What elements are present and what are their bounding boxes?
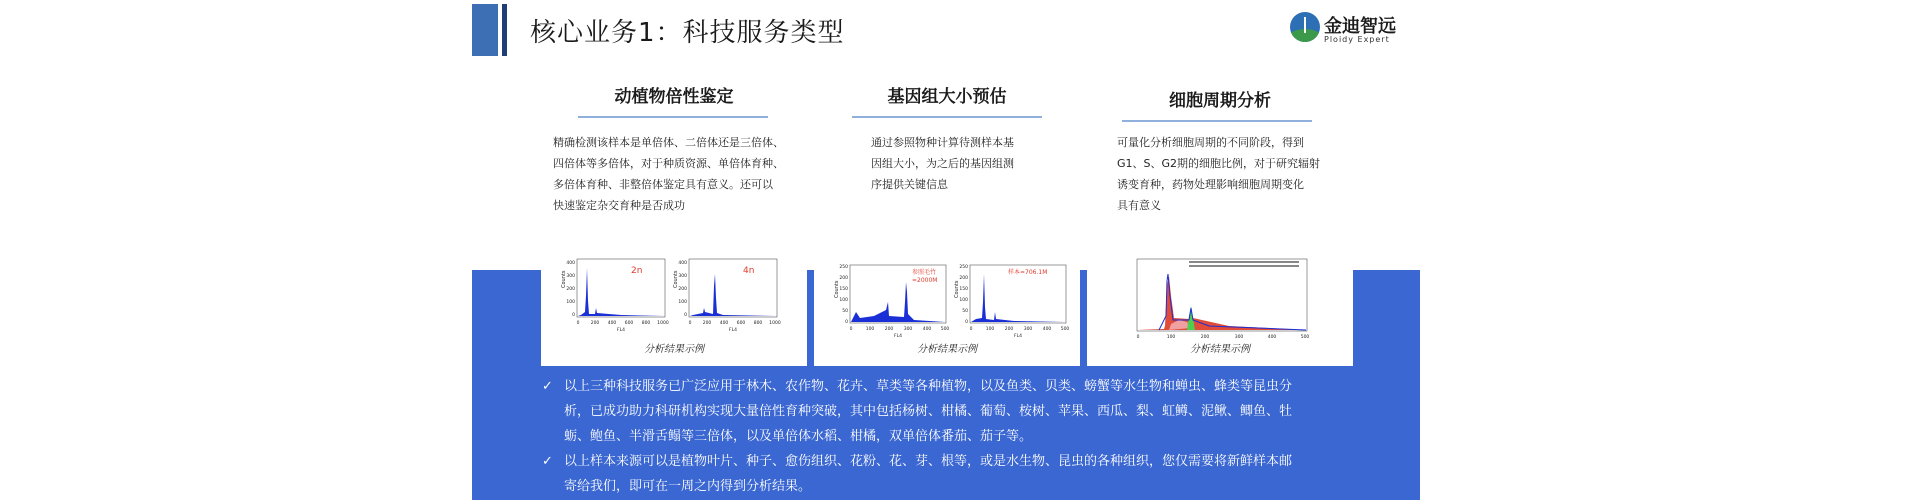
card-title: 动植物倍性鉴定: [614, 87, 734, 107]
cell-cycle-histogram: [1129, 256, 1314, 342]
svg-text:0: 0: [684, 313, 687, 318]
bullet-item: ✓ 以上三种科技服务已广泛应用于林木、农作物、花卉、草类等各种植物，以及鱼类、贝类、螃蟹等水生物和蝉虫、蜂类等昆虫分 析，已成功助力科研机构实现大量倍性育种突破，其中包括杨树、柑橘、葡萄、桉树、苹果、西瓜、梨、虹鳟、泥鳅、鲫鱼、牡 蛎、鲍鱼、半滑舌鳎等三倍体，以及单倍体水稻、柑橘，双单倍体番茄、茄子等。: [542, 374, 1322, 449]
svg-text:400: 400: [678, 261, 687, 266]
svg-text:0: 0: [576, 321, 580, 326]
svg-text:400: 400: [1267, 335, 1277, 340]
page-title: 核心业务1：科技服务类型: [530, 18, 845, 48]
card-description: 可量化分析细胞周期的不同阶段，得到 G1、S、G2期的细胞比例，对于研究辐射 诱变育种，药物处理影响细胞周期变化 具有意义: [1117, 136, 1321, 212]
svg-text:0: 0: [688, 321, 692, 326]
svg-text:400: 400: [719, 321, 729, 326]
card-divider: [1122, 120, 1312, 122]
chart-caption: 分析结果示例: [644, 344, 704, 355]
svg-text:200: 200: [884, 327, 894, 332]
svg-text:200: 200: [1200, 335, 1210, 340]
svg-text:100: 100: [566, 300, 575, 305]
svg-text:800: 800: [753, 321, 763, 326]
svg-text:100: 100: [839, 298, 848, 303]
svg-text:100: 100: [678, 300, 687, 305]
svg-text:200: 200: [590, 321, 600, 326]
card-title: 细胞周期分析: [1169, 91, 1271, 111]
svg-text:100: 100: [985, 327, 995, 332]
logo-emblem-icon: [1290, 12, 1320, 42]
svg-text:600: 600: [736, 321, 746, 326]
svg-text:500: 500: [940, 327, 950, 332]
bullet-item: ✓ 以上样本来源可以是植物叶片、种子、愈伤组织、花粉、花、芽、根等，或是水生物、昆虫的各种组织，您仅需要将新鲜样本邮 寄给我们，即可在一周之内得到分析结果。: [542, 449, 1322, 499]
histogram-4n: [673, 259, 781, 333]
svg-text:1000: 1000: [657, 321, 669, 326]
svg-text:300: 300: [903, 327, 913, 332]
card-title: 基因组大小预估: [887, 87, 1007, 107]
histogram-reference-area: [851, 282, 945, 322]
svg-text:800: 800: [641, 321, 651, 326]
svg-text:Counts: Counts: [954, 280, 960, 298]
svg-text:Counts: Counts: [834, 280, 840, 298]
blue-background-curve: [1347, 270, 1420, 420]
svg-text:200: 200: [566, 287, 575, 292]
svg-text:400: 400: [566, 261, 575, 266]
svg-text:100: 100: [959, 298, 968, 303]
svg-text:50: 50: [962, 309, 968, 314]
chart-caption: 分析结果示例: [1190, 344, 1250, 355]
bullet-list: [542, 374, 1322, 499]
svg-text:300: 300: [678, 274, 687, 279]
card-divider: [578, 116, 768, 118]
svg-text:样本=706.1M: 样本=706.1M: [1008, 269, 1048, 276]
svg-text:300: 300: [566, 274, 575, 279]
logo-english-name: Ploidy Expert: [1324, 35, 1390, 44]
svg-text:600: 600: [624, 321, 634, 326]
genome-size-histograms: [834, 262, 1074, 342]
card-ploidy: [541, 76, 807, 366]
svg-text:FL4: FL4: [894, 334, 902, 339]
svg-text:50: 50: [842, 309, 848, 314]
svg-text:150: 150: [959, 287, 968, 292]
svg-text:300: 300: [1234, 335, 1244, 340]
svg-text:=2000M: =2000M: [912, 277, 938, 284]
svg-text:1000: 1000: [769, 321, 781, 326]
svg-text:FL4: FL4: [1014, 334, 1022, 339]
svg-text:400: 400: [1042, 327, 1052, 332]
card-description: 精确检测该样本是单倍体、二倍体还是三倍体、 四倍体等多倍体，对于种质资源、单倍体育种、 多倍体育种、非整倍体鉴定具有意义。还可以 快速鉴定杂交育种是否成功: [553, 136, 784, 212]
svg-text:400: 400: [922, 327, 932, 332]
svg-text:200: 200: [959, 276, 968, 281]
histogram-sample-area: [971, 274, 1065, 322]
x-axis-label: FL4: [617, 328, 625, 333]
svg-text:150: 150: [839, 287, 848, 292]
svg-text:0: 0: [849, 327, 853, 332]
title-accent-bar-dark: [502, 4, 507, 56]
svg-text:250: 250: [839, 265, 848, 270]
ploidy-histograms: [561, 256, 791, 340]
svg-text:200: 200: [702, 321, 712, 326]
svg-text:0: 0: [969, 327, 973, 332]
y-axis-label: Counts: [561, 270, 567, 288]
svg-text:100: 100: [865, 327, 875, 332]
svg-text:FL4: FL4: [729, 328, 737, 333]
logo-chinese-name: 金迪智远: [1324, 16, 1396, 37]
histogram-2n-area: [578, 268, 664, 316]
svg-text:200: 200: [839, 276, 848, 281]
card-genome-size: [814, 76, 1080, 366]
svg-text:400: 400: [607, 321, 617, 326]
svg-text:500: 500: [1060, 327, 1070, 332]
svg-text:500: 500: [1300, 335, 1310, 340]
histogram-4n-area: [690, 274, 776, 316]
svg-text:0: 0: [845, 320, 848, 325]
annotation-2n: 2n: [631, 266, 643, 276]
slide: [472, 0, 1420, 500]
annotation-4n: 4n: [743, 266, 755, 276]
check-icon: ✓: [542, 379, 553, 394]
svg-text:0: 0: [965, 320, 968, 325]
check-icon: ✓: [542, 454, 553, 469]
chart-caption: 分析结果示例: [917, 344, 977, 355]
histogram-sample: [954, 264, 1069, 339]
card-description: 通过参照物种计算待测样本基 因组大小，为之后的基因组测 序提供关键信息: [871, 136, 1014, 191]
svg-text:200: 200: [1004, 327, 1014, 332]
title-accent-bar: [472, 4, 498, 56]
company-logo: [1290, 10, 1410, 48]
card-divider: [852, 116, 1042, 118]
histogram-reference: [834, 264, 949, 339]
svg-text:100: 100: [1166, 335, 1176, 340]
svg-text:Counts: Counts: [673, 270, 679, 288]
svg-text:0: 0: [1136, 335, 1140, 340]
histogram-2n: [561, 259, 669, 333]
svg-text:300: 300: [1023, 327, 1033, 332]
card-cell-cycle: [1087, 76, 1353, 366]
svg-text:参照毛竹: 参照毛竹: [912, 269, 937, 276]
svg-text:250: 250: [959, 265, 968, 270]
svg-text:200: 200: [678, 287, 687, 292]
svg-text:0: 0: [572, 313, 575, 318]
